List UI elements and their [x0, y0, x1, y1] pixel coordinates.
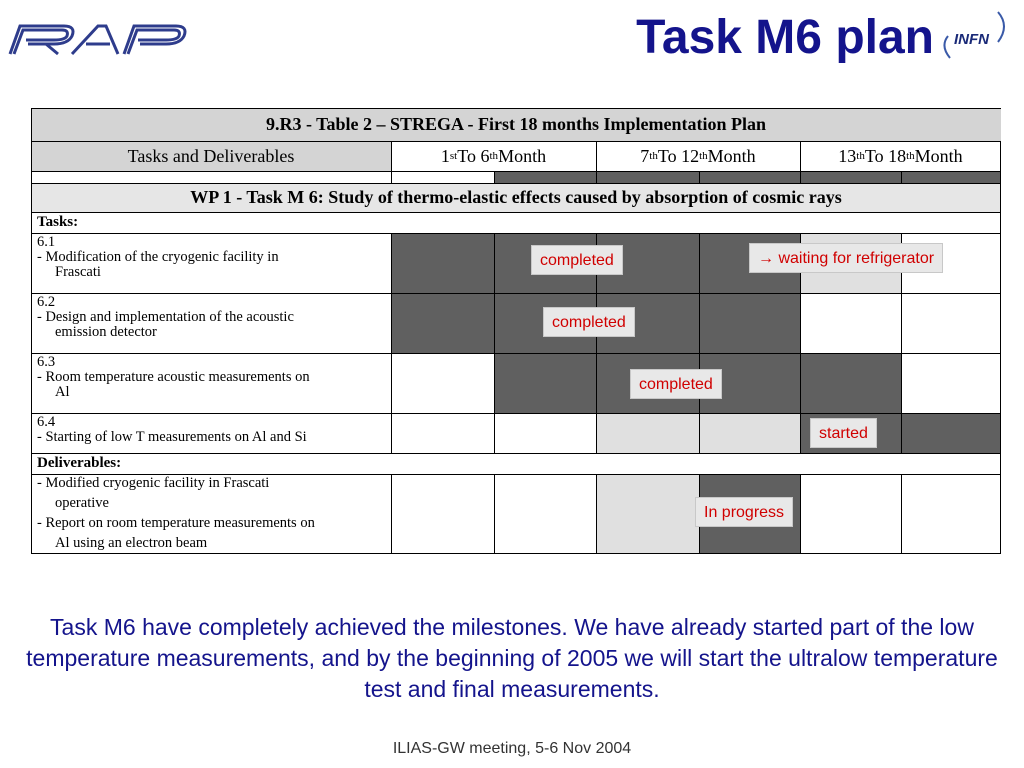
task-6-3-title-cont: Al: [55, 384, 70, 400]
table-caption: 9.R3 - Table 2 – STREGA - First 18 months Implementation Plan: [265, 114, 767, 134]
deliverables-period-2: [494, 474, 596, 554]
task-6-4-period-4: [699, 413, 800, 453]
task-6-4-period-6: [901, 413, 1001, 453]
covered-row-slot: [699, 171, 800, 183]
covered-row-cell: [31, 171, 391, 183]
task-6-2-period-4: [699, 293, 800, 353]
task-6-3-period-6: [901, 353, 1001, 413]
task-6-2-period-1: [391, 293, 494, 353]
task-6-3-period-1: [391, 353, 494, 413]
status-badge-deliverables-in-progress: In progress: [695, 497, 793, 527]
task-6-1-title: - Modification of the cryogenic facility in: [37, 249, 279, 265]
task-6-4-period-1: [391, 413, 494, 453]
covered-row-slot: [494, 171, 596, 183]
task-6-1-number: 6.1: [37, 234, 56, 250]
task-6-3-title: - Room temperature acoustic measurements on: [37, 369, 310, 385]
implementation-plan-table: [31, 108, 1001, 554]
deliverables-period-5: [800, 474, 901, 554]
wp-title: WP 1 - Task M 6: Study of thermo-elastic effects caused by absorption of cosmic rays: [190, 187, 842, 207]
covered-row-slot: [901, 171, 1001, 183]
deliverable-2-cont: Al using an electron beam: [55, 535, 208, 551]
deliverables-label: Deliverables:: [37, 455, 122, 471]
task-6-4-period-3: [596, 413, 699, 453]
month-header-1: 1 st To 6 th Month: [440, 145, 547, 166]
deliverable-1: - Modified cryogenic facility in Frascati: [37, 475, 270, 491]
task-6-4-number: 6.4: [37, 414, 56, 430]
task-6-4-title: - Starting of low T measurements on Al and Si: [37, 429, 307, 445]
tasks-deliverables-header: Tasks and Deliverables: [127, 146, 295, 166]
month-header-3: 13 th To 18 th Month: [838, 145, 963, 166]
footer-text: ILIAS-GW meeting, 5-6 Nov 2004: [392, 740, 632, 757]
task-6-2-period-5: [800, 293, 901, 353]
covered-row-slot: [800, 171, 901, 183]
task-6-3-period-2: [494, 353, 596, 413]
covered-row-slot: [596, 171, 699, 183]
covered-row-slot: [391, 171, 494, 183]
deliverables-period-3: [596, 474, 699, 554]
task-6-1-title-cont: Frascati: [55, 264, 101, 280]
month-header-2: 7 th To 12 th Month: [640, 145, 756, 166]
status-badge-6-1-waiting: → waiting for refrigerator: [749, 243, 943, 273]
task-6-1-period-1: [391, 233, 494, 293]
task-6-2-title-cont: emission detector: [55, 324, 157, 340]
tasks-label-cell: [31, 212, 1001, 233]
deliverables-period-1: [391, 474, 494, 554]
deliverable-2: - Report on room temperature measurements on: [37, 515, 315, 531]
status-badge-6-3-completed: completed: [630, 369, 722, 399]
tasks-label: Tasks:: [37, 214, 79, 230]
task-6-2-title: - Design and implementation of the acoustic: [37, 309, 294, 325]
status-badge-6-2-completed: completed: [543, 307, 635, 337]
task-6-3-period-5: [800, 353, 901, 413]
task-6-2-number: 6.2: [37, 294, 56, 310]
summary-text: Task M6 have completely achieved the milestones. We have already started part of the low temperature measurements, and by the beginning of 2005 we will start the ultralow temperature test and final measurements.: [26, 614, 998, 702]
deliverables-label-cell: [31, 453, 1001, 474]
deliverables-period-6: [901, 474, 1001, 554]
status-badge-6-4-started: started: [810, 418, 877, 448]
deliverable-1-cont: operative: [55, 495, 109, 511]
status-badge-6-1-completed: completed: [531, 245, 623, 275]
svg-text:INFN: INFN: [954, 31, 989, 48]
infn-logo: [940, 6, 1010, 68]
task-6-3-number: 6.3: [37, 354, 56, 370]
rap-logo: [6, 22, 190, 58]
task-6-4-period-2: [494, 413, 596, 453]
page-title: Task M6 plan: [636, 11, 934, 64]
task-6-2-period-6: [901, 293, 1001, 353]
